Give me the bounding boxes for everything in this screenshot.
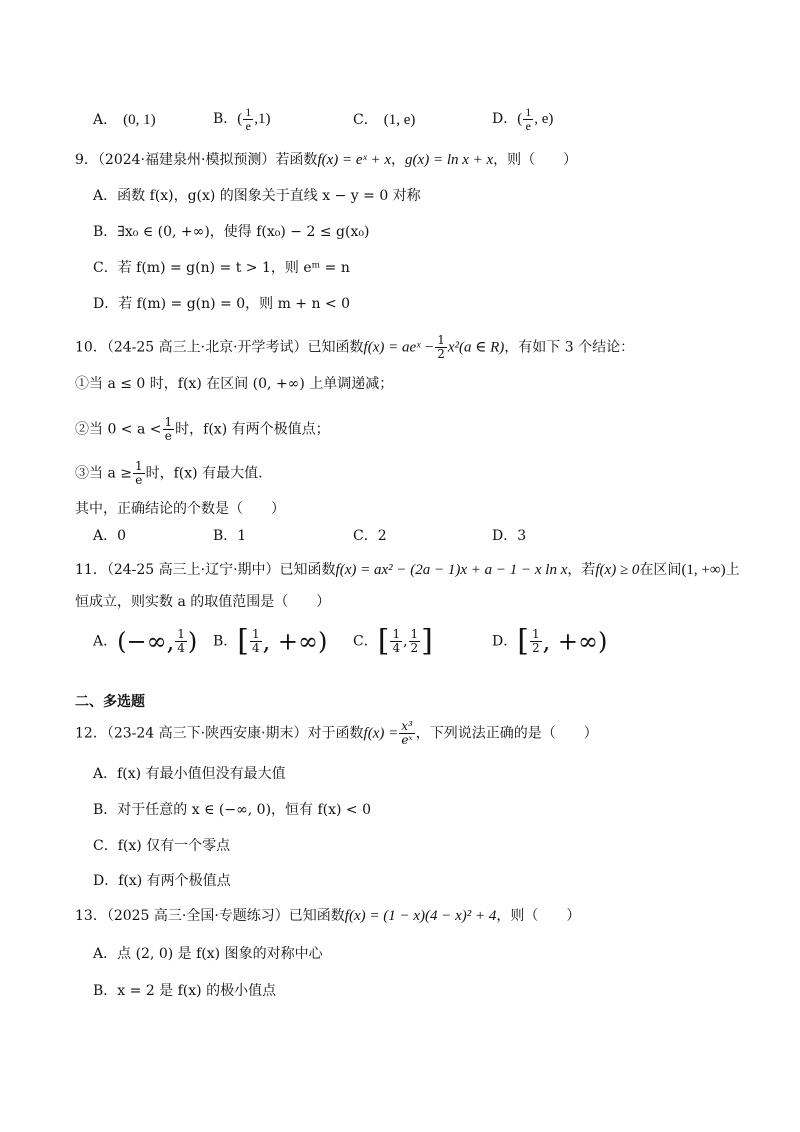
q12-option-d: D．f(x) 有两个极值点 [93,873,231,889]
q8-option-c: C． (1, e) [353,112,416,128]
q13-stem: 13．（2025 高三·全国·专题练习）已知函数f(x) = (1 − x)(4 − x)² + 4，则（ ） [75,908,581,924]
q8-option-c-value: (1, e) [383,112,416,128]
q9-stem: 9．（2024·福建泉州·模拟预测）若函数f(x) = eˣ + x，g(x) = ln x + x，则（ ） [75,152,578,168]
q10-option-a: A．0 [93,528,127,544]
q13-option-a: A．点 (2, 0) 是 f(x) 图象的对称中心 [93,946,323,962]
q8-option-d: D．( $\frac{1}{e}$ , e) [492,105,554,133]
q8-option-a-value: (0, 1) [123,112,156,128]
q9-option-d: D．若 f(m) = g(n) = 0，则 m + n < 0 [93,296,351,312]
q10-statement-2: ②当 0 < a < $\frac{1}{e}$ 时，f(x) 有两个极值点； [75,415,330,443]
q9-option-b: B．∃x₀ ∈ (0, +∞)，使得 f(x₀) − 2 ≤ g(x₀) [93,224,370,240]
q11-option-c: C．[ $\frac{1}{4}$ , $\frac{1}{2}$ ] [353,623,433,659]
q8-option-b: B．( $\frac{1}{e}$ ,1) [213,105,271,133]
q11-stem-line2: 恒成立，则实数 a 的取值范围是（ ） [75,594,331,610]
q10-stem: 10．（24-25 高三上·北京·开学考试）已知函数f(x) = aeˣ − $\frac{1}{2}$ x²(a ∈ R)，有如下 3 个结论： [75,333,635,361]
q11-option-d: D．[ $\frac{1}{2}$ , +∞) [492,623,608,659]
q12-option-a: A．f(x) 有最小值但没有最大值 [93,766,286,782]
q9-option-a: A．函数 f(x)，g(x) 的图象关于直线 x − y = 0 对称 [93,188,421,204]
q12-option-c: C．f(x) 仅有一个零点 [93,838,231,854]
q10-option-c: C．2 [353,528,387,544]
q12-stem: 12．（23-24 高三下·陕西安康·期末）对于函数f(x) = $\frac{\text{x³}}{\text{eˣ}}$ ，下列说法正确的是（ ） [75,719,598,747]
q8-option-a: A． (0, 1) [93,112,156,128]
q11-option-b: B．[ $\frac{1}{4}$ , +∞) [213,623,328,659]
q13-option-b: B．x = 2 是 f(x) 的极小值点 [93,983,277,999]
q11-stem: 11．（24-25 高三上·辽宁·期中）已知函数f(x) = ax² − (2a − 1)x + a − 1 − x ln x，若f(x) ≥ 0在区间(1, +∞)上 [75,562,740,578]
q12-option-b: B．对于任意的 x ∈ (−∞, 0)，恒有 f(x) < 0 [93,802,372,818]
q10-option-b: B．1 [213,528,247,544]
section-heading-multiple-choice: 二、多选题 [75,694,145,710]
q9-option-c: C．若 f(m) = g(n) = t > 1，则 eᵐ = n [93,260,350,276]
q10-statement-3: ③当 a ≥ $\frac{1}{e}$ 时，f(x) 有最大值. [75,459,263,487]
q10-question: 其中，正确结论的个数是（ ） [75,501,285,517]
q11-option-a: A．(−∞, $\frac{1}{4}$ ) [93,627,198,656]
q10-statement-1: ①当 a ≤ 0 时，f(x) 在区间 (0, +∞) 上单调递减； [75,376,394,392]
q10-option-d: D．3 [492,528,527,544]
